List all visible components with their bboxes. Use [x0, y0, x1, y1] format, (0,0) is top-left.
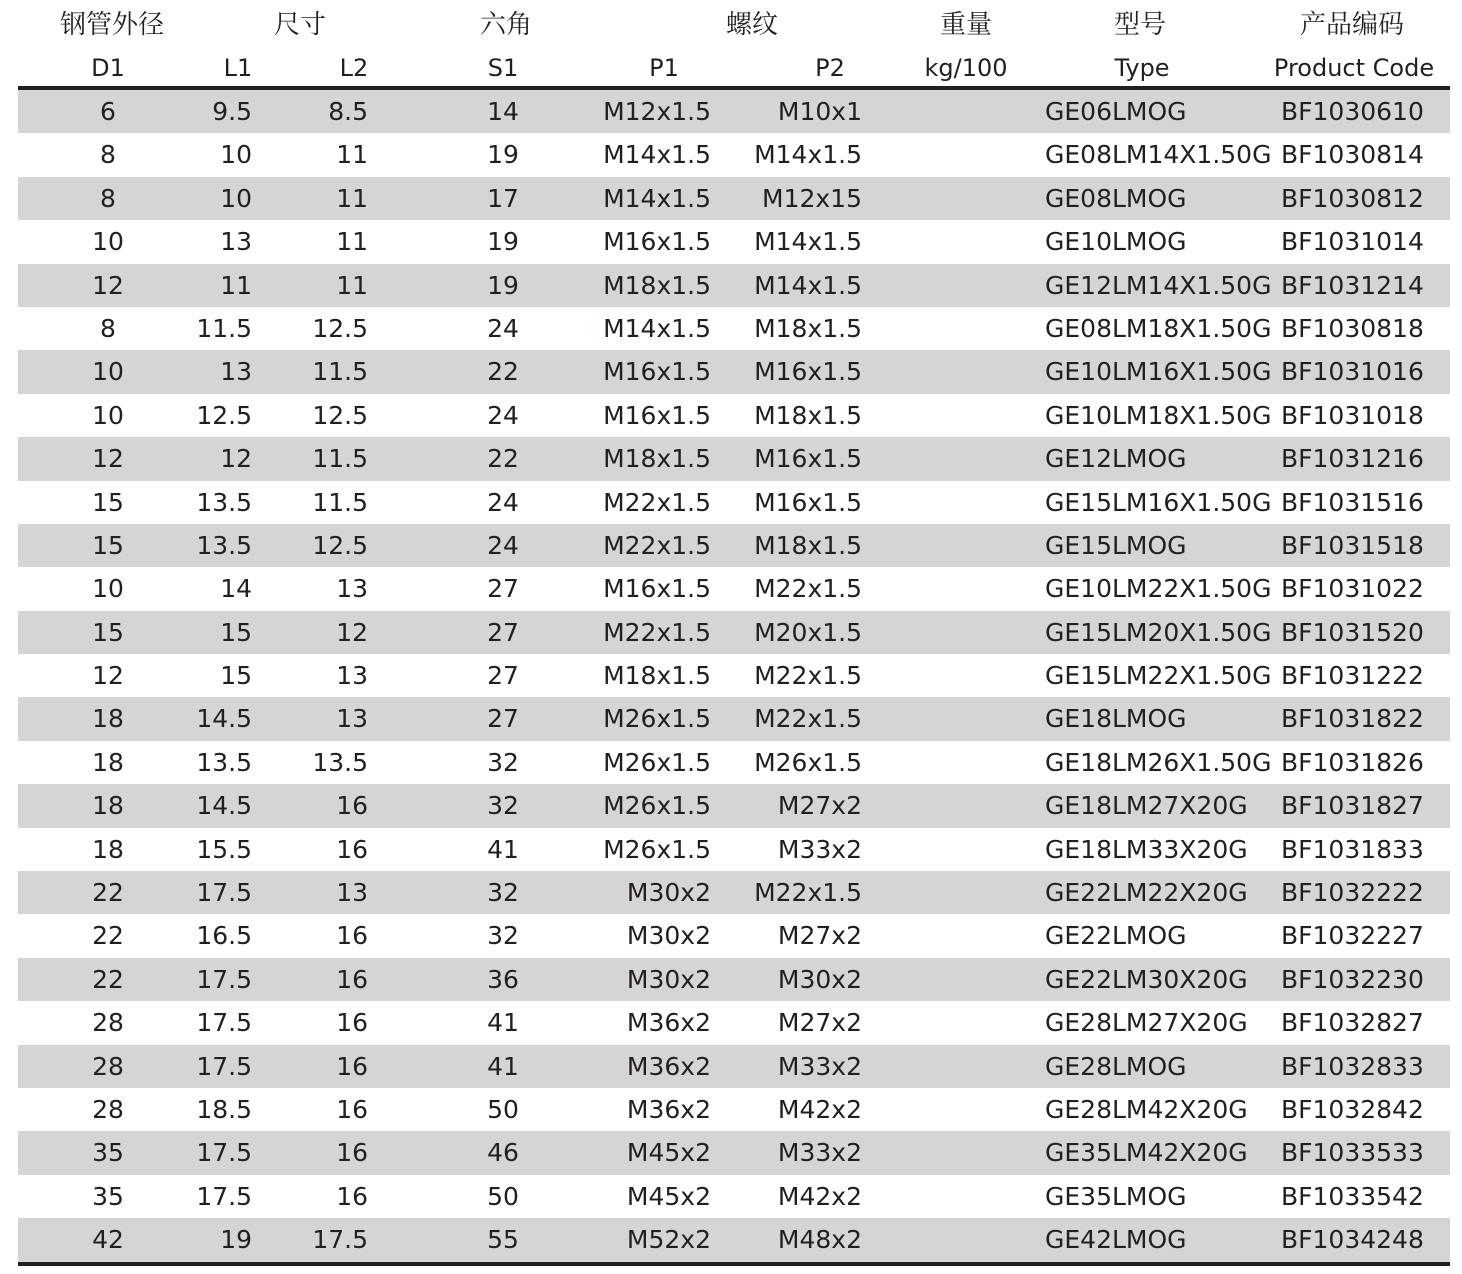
cell-type: GE35LM42X20G [1045, 1138, 1248, 1168]
cell-p1: M16x1.5 [603, 400, 711, 430]
cell-d1: 42 [92, 1225, 124, 1255]
cell-code: BF1033542 [1281, 1181, 1424, 1211]
cell-d1: 10 [92, 227, 124, 257]
cell-type: GE15LM22X1.50G [1045, 661, 1272, 691]
cell-d1: 15 [92, 617, 124, 647]
cell-type: GE18LM26X1.50G [1045, 747, 1272, 777]
cell-code: BF1032222 [1281, 878, 1424, 908]
cell-p2: M16x1.5 [754, 487, 862, 517]
cell-s1: 46 [487, 1138, 519, 1168]
header-l1: L1 [223, 54, 253, 82]
cell-d1: 12 [92, 270, 124, 300]
cell-p1: M14x1.5 [603, 313, 711, 343]
cell-l1: 13.5 [196, 747, 252, 777]
cell-s1: 17 [487, 183, 519, 213]
cell-code: BF1031214 [1281, 270, 1424, 300]
cell-code: BF1032227 [1281, 921, 1424, 951]
cell-type: GE18LM33X20G [1045, 834, 1248, 864]
cell-l1: 16.5 [196, 921, 252, 951]
cell-p2: M27x2 [777, 791, 862, 821]
cell-code: BF1031518 [1281, 530, 1424, 560]
header-type-cn: 型号 [1113, 10, 1167, 40]
cell-l2: 13 [336, 878, 368, 908]
cell-p2: M18x1.5 [754, 400, 862, 430]
cell-p1: M36x2 [626, 1094, 711, 1124]
cell-code: BF1031520 [1281, 617, 1424, 647]
cell-type: GE22LM30X20G [1045, 964, 1248, 994]
cell-d1: 6 [100, 97, 116, 126]
cell-code: BF1031516 [1281, 487, 1424, 517]
cell-l2: 11 [336, 140, 368, 170]
cell-s1: 24 [487, 530, 519, 560]
cell-s1: 19 [487, 227, 519, 257]
cell-d1: 35 [92, 1181, 124, 1211]
cell-s1: 27 [487, 704, 519, 734]
header-code-cn: 产品编码 [1299, 10, 1405, 40]
table-row [18, 697, 1450, 740]
cell-p1: M26x1.5 [603, 791, 711, 821]
table-row [18, 741, 1450, 784]
cell-s1: 14 [487, 97, 519, 126]
cell-p2: M16x1.5 [754, 444, 862, 474]
cell-p2: M26x1.5 [754, 747, 862, 777]
cell-l2: 12.5 [312, 400, 368, 430]
cell-s1: 22 [487, 357, 519, 387]
cell-p1: M26x1.5 [603, 747, 711, 777]
table-row [18, 481, 1450, 524]
cell-p1: M26x1.5 [603, 704, 711, 734]
cell-d1: 22 [92, 964, 124, 994]
cell-l2: 16 [336, 1181, 368, 1211]
cell-code: BF1031222 [1281, 661, 1424, 691]
table-row [18, 1131, 1450, 1174]
cell-code: BF1031833 [1281, 834, 1424, 864]
cell-l2: 16 [336, 1008, 368, 1038]
cell-code: BF1031827 [1281, 791, 1424, 821]
cell-l1: 17.5 [196, 1181, 252, 1211]
cell-type: GE10LM18X1.50G [1045, 400, 1272, 430]
cell-l1: 17.5 [196, 1051, 252, 1081]
cell-l1: 12 [220, 444, 252, 474]
cell-l1: 14.5 [196, 704, 252, 734]
cell-p1: M18x1.5 [603, 270, 711, 300]
cell-d1: 28 [92, 1094, 124, 1124]
cell-l1: 14 [220, 574, 252, 604]
cell-d1: 8 [100, 313, 116, 343]
cell-l2: 8.5 [328, 97, 368, 126]
table-row [18, 1088, 1450, 1131]
cell-type: GE18LM27X20G [1045, 791, 1248, 821]
table-row [18, 654, 1450, 697]
table-row [18, 1045, 1450, 1088]
cell-code: BF1032842 [1281, 1094, 1424, 1124]
cell-l2: 13 [336, 661, 368, 691]
cell-type: GE22LM22X20G [1045, 878, 1248, 908]
cell-p2: M27x2 [777, 921, 862, 951]
cell-l1: 15 [220, 661, 252, 691]
cell-l1: 11.5 [196, 313, 252, 343]
cell-p1: M30x2 [626, 964, 711, 994]
cell-p2: M22x1.5 [754, 574, 862, 604]
cell-l2: 17.5 [312, 1225, 368, 1255]
cell-p1: M14x1.5 [603, 183, 711, 213]
cell-l2: 11 [336, 227, 368, 257]
cell-p1: M22x1.5 [603, 487, 711, 517]
table-row [18, 394, 1450, 437]
cell-p2: M20x1.5 [754, 617, 862, 647]
table-row [18, 828, 1450, 871]
table-row [18, 264, 1450, 307]
cell-l2: 11 [336, 270, 368, 300]
cell-l1: 10 [220, 140, 252, 170]
table-row [18, 1218, 1450, 1261]
cell-type: GE10LM22X1.50G [1045, 574, 1272, 604]
cell-type: GE15LM16X1.50G [1045, 487, 1272, 517]
cell-p2: M16x1.5 [754, 357, 862, 387]
cell-d1: 28 [92, 1008, 124, 1038]
cell-code: BF1030818 [1281, 313, 1424, 343]
cell-d1: 18 [92, 704, 124, 734]
cell-s1: 27 [487, 661, 519, 691]
cell-l2: 11.5 [312, 357, 368, 387]
cell-l1: 9.5 [212, 97, 252, 126]
cell-l2: 12.5 [312, 530, 368, 560]
cell-l1: 18.5 [196, 1094, 252, 1124]
cell-l2: 16 [336, 1138, 368, 1168]
table-row [18, 133, 1450, 176]
cell-p2: M22x1.5 [754, 661, 862, 691]
cell-s1: 24 [487, 487, 519, 517]
table-body [18, 90, 1450, 1262]
table-row [18, 350, 1450, 393]
cell-s1: 19 [487, 140, 519, 170]
cell-s1: 41 [487, 1051, 519, 1081]
cell-l1: 17.5 [196, 964, 252, 994]
table-row [18, 524, 1450, 567]
cell-s1: 32 [487, 878, 519, 908]
cell-s1: 27 [487, 574, 519, 604]
table-row [18, 220, 1450, 263]
cell-p2: M12x15 [762, 183, 862, 213]
header-d1: D1 [91, 54, 125, 82]
header-l2: L2 [339, 54, 369, 82]
cell-p1: M45x2 [626, 1181, 711, 1211]
table-row [18, 437, 1450, 480]
cell-p2: M18x1.5 [754, 530, 862, 560]
cell-type: GE10LMOG [1045, 227, 1187, 257]
cell-code: BF1033533 [1281, 1138, 1424, 1168]
cell-l1: 13 [220, 227, 252, 257]
cell-type: GE10LM16X1.50G [1045, 357, 1272, 387]
cell-l1: 15.5 [196, 834, 252, 864]
cell-type: GE08LMOG [1045, 183, 1187, 213]
cell-code: BF1030814 [1281, 140, 1424, 170]
cell-type: GE12LM14X1.50G [1045, 270, 1272, 300]
cell-p2: M14x1.5 [754, 227, 862, 257]
cell-l1: 10 [220, 183, 252, 213]
cell-code: BF1031216 [1281, 444, 1424, 474]
cell-p2: M30x2 [777, 964, 862, 994]
header-s1: S1 [487, 54, 519, 82]
cell-s1: 50 [487, 1094, 519, 1124]
cell-code: BF1032827 [1281, 1008, 1424, 1038]
cell-s1: 24 [487, 313, 519, 343]
cell-l1: 19 [220, 1225, 252, 1255]
cell-d1: 10 [92, 357, 124, 387]
cell-d1: 10 [92, 400, 124, 430]
cell-type: GE08LM18X1.50G [1045, 313, 1272, 343]
cell-type: GE28LMOG [1045, 1051, 1187, 1081]
cell-d1: 12 [92, 444, 124, 474]
cell-type: GE18LMOG [1045, 704, 1187, 734]
cell-type: GE12LMOG [1045, 444, 1187, 474]
cell-p1: M30x2 [626, 921, 711, 951]
cell-d1: 18 [92, 834, 124, 864]
cell-d1: 22 [92, 878, 124, 908]
cell-p1: M16x1.5 [603, 227, 711, 257]
cell-l1: 13.5 [196, 530, 252, 560]
cell-s1: 19 [487, 270, 519, 300]
cell-p1: M26x1.5 [603, 834, 711, 864]
cell-p2: M10x1 [777, 97, 862, 126]
cell-d1: 18 [92, 791, 124, 821]
header-code: Product Code [1273, 54, 1435, 82]
cell-type: GE15LMOG [1045, 530, 1187, 560]
table-row [18, 1175, 1450, 1218]
cell-d1: 22 [92, 921, 124, 951]
cell-l2: 12 [336, 617, 368, 647]
cell-code: BF1030610 [1281, 97, 1424, 126]
cell-l2: 16 [336, 1051, 368, 1081]
cell-s1: 32 [487, 921, 519, 951]
cell-l2: 13.5 [312, 747, 368, 777]
cell-s1: 50 [487, 1181, 519, 1211]
cell-s1: 32 [487, 747, 519, 777]
cell-p2: M22x1.5 [754, 704, 862, 734]
cell-s1: 22 [487, 444, 519, 474]
table-row [18, 567, 1450, 610]
cell-p1: M12x1.5 [603, 97, 711, 126]
cell-type: GE15LM20X1.50G [1045, 617, 1272, 647]
cell-p1: M22x1.5 [603, 617, 711, 647]
bottom-rule [18, 1262, 1450, 1266]
cell-p1: M45x2 [626, 1138, 711, 1168]
header-row-chinese [0, 0, 1462, 50]
cell-p2: M33x2 [777, 834, 862, 864]
cell-p1: M18x1.5 [603, 444, 711, 474]
cell-s1: 41 [487, 834, 519, 864]
cell-type: GE08LM14X1.50G [1045, 140, 1272, 170]
cell-d1: 35 [92, 1138, 124, 1168]
cell-l2: 16 [336, 834, 368, 864]
cell-p2: M14x1.5 [754, 270, 862, 300]
header-thread-cn: 螺纹 [725, 10, 779, 40]
header-d1-cn: 钢管外径 [59, 10, 165, 40]
cell-l2: 12.5 [312, 313, 368, 343]
cell-type: GE28LM27X20G [1045, 1008, 1248, 1038]
cell-l2: 16 [336, 964, 368, 994]
cell-code: BF1031014 [1281, 227, 1424, 257]
header-type: Type [1114, 54, 1170, 82]
cell-p2: M18x1.5 [754, 313, 862, 343]
cell-l2: 13 [336, 704, 368, 734]
table-row [18, 871, 1450, 914]
cell-s1: 36 [487, 964, 519, 994]
cell-code: BF1032833 [1281, 1051, 1424, 1081]
cell-code: BF1034248 [1281, 1225, 1424, 1255]
table-row [18, 914, 1450, 957]
cell-type: GE22LMOG [1045, 921, 1187, 951]
cell-l1: 17.5 [196, 1138, 252, 1168]
cell-type: GE06LMOG [1045, 97, 1187, 126]
table-row [18, 1001, 1450, 1044]
cell-l2: 11.5 [312, 444, 368, 474]
cell-l1: 13.5 [196, 487, 252, 517]
cell-l1: 17.5 [196, 878, 252, 908]
cell-d1: 10 [92, 574, 124, 604]
cell-p1: M18x1.5 [603, 661, 711, 691]
cell-code: BF1030812 [1281, 183, 1424, 213]
table-row [18, 958, 1450, 1001]
table-row [18, 307, 1450, 350]
cell-p2: M33x2 [777, 1051, 862, 1081]
cell-s1: 32 [487, 791, 519, 821]
table-row [18, 90, 1450, 133]
cell-p1: M22x1.5 [603, 530, 711, 560]
cell-p2: M22x1.5 [754, 878, 862, 908]
cell-code: BF1031822 [1281, 704, 1424, 734]
cell-p1: M52x2 [626, 1225, 711, 1255]
header-row-english [0, 50, 1462, 86]
table-row [18, 784, 1450, 827]
cell-type: GE28LM42X20G [1045, 1094, 1248, 1124]
cell-p1: M16x1.5 [603, 574, 711, 604]
cell-l1: 13 [220, 357, 252, 387]
cell-d1: 15 [92, 487, 124, 517]
cell-p2: M48x2 [777, 1225, 862, 1255]
header-weight-unit: kg/100 [924, 54, 1008, 82]
cell-l1: 17.5 [196, 1008, 252, 1038]
cell-s1: 41 [487, 1008, 519, 1038]
header-p2: P2 [815, 54, 845, 82]
cell-p1: M16x1.5 [603, 357, 711, 387]
cell-d1: 28 [92, 1051, 124, 1081]
cell-l1: 15 [220, 617, 252, 647]
cell-s1: 55 [487, 1225, 519, 1255]
cell-code: BF1031826 [1281, 747, 1424, 777]
table-row [18, 177, 1450, 220]
cell-p2: M42x2 [777, 1094, 862, 1124]
cell-s1: 27 [487, 617, 519, 647]
cell-p1: M14x1.5 [603, 140, 711, 170]
cell-l2: 16 [336, 791, 368, 821]
cell-d1: 8 [100, 183, 116, 213]
cell-type: GE42LMOG [1045, 1225, 1187, 1255]
cell-d1: 15 [92, 530, 124, 560]
cell-p2: M42x2 [777, 1181, 862, 1211]
cell-type: GE35LMOG [1045, 1181, 1187, 1211]
table-row [18, 611, 1450, 654]
cell-p2: M33x2 [777, 1138, 862, 1168]
cell-code: BF1031016 [1281, 357, 1424, 387]
cell-l1: 14.5 [196, 791, 252, 821]
header-size-cn: 尺寸 [273, 10, 327, 40]
cell-d1: 12 [92, 661, 124, 691]
header-p1: P1 [649, 54, 679, 82]
cell-code: BF1031018 [1281, 400, 1424, 430]
cell-d1: 8 [100, 140, 116, 170]
cell-p2: M27x2 [777, 1008, 862, 1038]
header-weight-cn: 重量 [939, 10, 993, 40]
cell-l1: 11 [220, 270, 252, 300]
cell-code: BF1031022 [1281, 574, 1424, 604]
cell-s1: 24 [487, 400, 519, 430]
cell-p1: M36x2 [626, 1008, 711, 1038]
cell-p1: M36x2 [626, 1051, 711, 1081]
header-hex-cn: 六角 [479, 10, 533, 40]
cell-code: BF1032230 [1281, 964, 1424, 994]
cell-l2: 16 [336, 1094, 368, 1124]
cell-d1: 18 [92, 747, 124, 777]
cell-l2: 16 [336, 921, 368, 951]
cell-p1: M30x2 [626, 878, 711, 908]
cell-l2: 11 [336, 183, 368, 213]
cell-l1: 12.5 [196, 400, 252, 430]
cell-l2: 13 [336, 574, 368, 604]
cell-l2: 11.5 [312, 487, 368, 517]
cell-p2: M14x1.5 [754, 140, 862, 170]
